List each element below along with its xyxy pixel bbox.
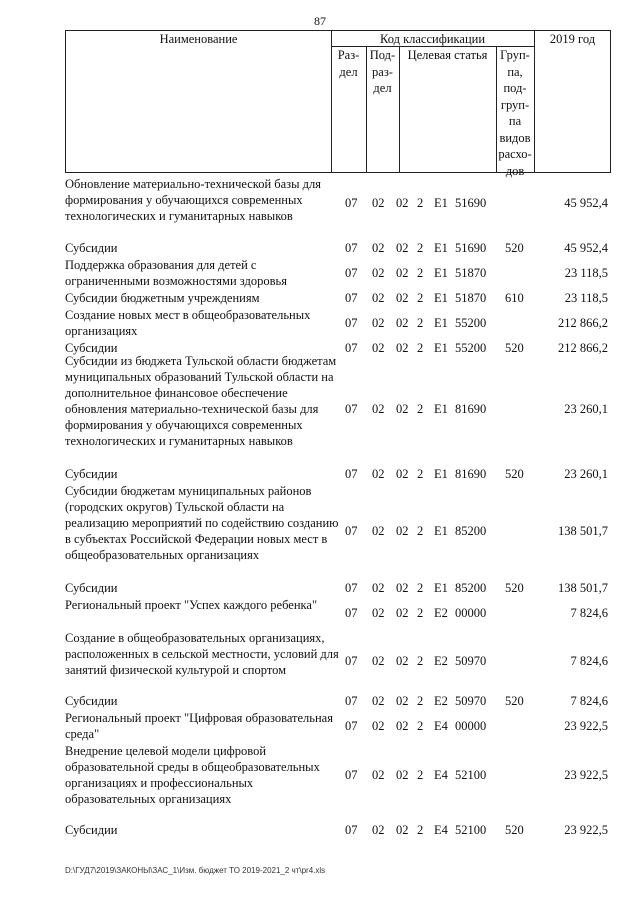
row-code-pr: 02 xyxy=(372,694,385,708)
table-row xyxy=(0,290,640,306)
row-code-c: E1 xyxy=(434,581,448,595)
row-code-c: E2 xyxy=(434,654,448,668)
row-amount: 45 952,4 xyxy=(564,241,608,255)
row-code-a: 02 xyxy=(396,823,409,837)
row-name: Создание новых мест в общеобразовательных организациях xyxy=(65,308,311,338)
row-code-rz: 07 xyxy=(345,719,358,733)
row-amount: 23 260,1 xyxy=(564,467,608,481)
row-amount: 7 824,6 xyxy=(570,694,608,708)
row-code-b: 2 xyxy=(417,402,424,416)
table-row xyxy=(0,466,640,482)
row-code-d: 81690 xyxy=(455,467,487,481)
row-code-d: 55200 xyxy=(455,316,487,330)
row-code-rz: 07 xyxy=(345,654,358,668)
row-code-pr: 02 xyxy=(372,768,385,782)
row-code-b: 2 xyxy=(417,524,424,538)
row-code-rz: 07 xyxy=(345,581,358,595)
row-code-d: 81690 xyxy=(455,402,487,416)
row-amount: 23 922,5 xyxy=(564,823,608,837)
row-name: Внедрение целевой модели цифровой образовательной среды в общеобразовательных организациях и профессиональных образовательных организациях xyxy=(65,744,320,806)
row-amount: 138 501,7 xyxy=(558,524,608,538)
row-code-a: 02 xyxy=(396,341,409,355)
row-code-c: E1 xyxy=(434,467,448,481)
row-code-b: 2 xyxy=(417,581,424,595)
row-code-b: 2 xyxy=(417,196,424,210)
row-name: Субсидии бюджетам муниципальных районов (городских округов) Тульской области на реализацию мероприятий по содействию созданию в субъектах Российской Федерации новых мест в общеобразовательных организациях xyxy=(65,484,339,562)
row-name: Региональный проект "Успех каждого ребенка" xyxy=(65,598,318,612)
row-name: Субсидии xyxy=(65,694,118,708)
row-code-d: 00000 xyxy=(455,719,487,733)
row-name: Субсидии бюджетным учреждениям xyxy=(65,291,260,305)
row-code-rz: 07 xyxy=(345,241,358,255)
row-code-rz: 07 xyxy=(345,291,358,305)
table-row xyxy=(0,353,640,465)
row-name: Субсидии xyxy=(65,581,118,595)
header-classification: Код классификации xyxy=(379,32,486,46)
row-code-b: 2 xyxy=(417,467,424,481)
row-code-pr: 02 xyxy=(372,402,385,416)
row-amount: 138 501,7 xyxy=(558,581,608,595)
row-code-a: 02 xyxy=(396,266,409,280)
page-number: 87 xyxy=(314,14,326,28)
row-amount: 45 952,4 xyxy=(564,196,608,210)
row-code-a: 02 xyxy=(396,316,409,330)
row-code-pr: 02 xyxy=(372,581,385,595)
table-row xyxy=(0,176,640,230)
row-code-a: 02 xyxy=(396,402,409,416)
row-code-rz: 07 xyxy=(345,606,358,620)
header-year: 2019 год xyxy=(549,32,596,46)
table-row xyxy=(0,693,640,709)
row-code-rz: 07 xyxy=(345,196,358,210)
row-amount: 7 824,6 xyxy=(570,654,608,668)
row-code-a: 02 xyxy=(396,467,409,481)
row-code-pr: 02 xyxy=(372,341,385,355)
header-name: Наименование xyxy=(159,32,238,46)
row-code-a: 02 xyxy=(396,196,409,210)
row-code-b: 2 xyxy=(417,606,424,620)
row-code-b: 2 xyxy=(417,768,424,782)
row-amount: 23 922,5 xyxy=(564,768,608,782)
row-code-pr: 02 xyxy=(372,654,385,668)
row-code-rz: 07 xyxy=(345,694,358,708)
row-code-a: 02 xyxy=(396,768,409,782)
row-code-d: 51690 xyxy=(455,241,487,255)
row-code-b: 2 xyxy=(417,719,424,733)
header-expense-group: Груп- па, под- груп- па видов расхо- дов xyxy=(498,48,532,178)
row-code-vr: 520 xyxy=(505,341,524,355)
row-code-a: 02 xyxy=(396,241,409,255)
row-code-vr: 520 xyxy=(505,694,524,708)
row-code-rz: 07 xyxy=(345,823,358,837)
row-code-vr: 520 xyxy=(505,241,524,255)
row-code-a: 02 xyxy=(396,654,409,668)
row-code-c: E4 xyxy=(434,768,448,782)
row-code-a: 02 xyxy=(396,524,409,538)
table-row xyxy=(0,597,640,629)
row-name: Субсидии xyxy=(65,241,118,255)
row-code-pr: 02 xyxy=(372,291,385,305)
row-code-rz: 07 xyxy=(345,341,358,355)
table-row xyxy=(0,822,640,838)
header-section: Раз- дел xyxy=(337,48,360,79)
row-amount: 212 866,2 xyxy=(558,341,608,355)
row-code-d: 50970 xyxy=(455,654,487,668)
row-code-a: 02 xyxy=(396,694,409,708)
row-amount: 212 866,2 xyxy=(558,316,608,330)
row-code-rz: 07 xyxy=(345,402,358,416)
row-code-c: E1 xyxy=(434,241,448,255)
row-code-a: 02 xyxy=(396,291,409,305)
row-code-d: 50970 xyxy=(455,694,487,708)
row-code-d: 51870 xyxy=(455,291,487,305)
row-code-a: 02 xyxy=(396,581,409,595)
row-amount: 23 118,5 xyxy=(564,291,608,305)
row-name: Обновление материально-технической базы для формирования у обучающихся современных технологических и гуманитарных навыков xyxy=(65,177,321,223)
row-code-b: 2 xyxy=(417,341,424,355)
row-code-pr: 02 xyxy=(372,524,385,538)
row-code-c: E2 xyxy=(434,694,448,708)
row-code-vr: 520 xyxy=(505,467,524,481)
row-code-d: 51870 xyxy=(455,266,487,280)
row-name: Субсидии из бюджета Тульской области бюджетам муниципальных образований Тульской области на дополнительное финансовое обеспечение обновления материально-технической базы для формирования у обучающихся современных технологических и гуманитарных навыков xyxy=(65,354,337,448)
row-code-c: E1 xyxy=(434,291,448,305)
table-row xyxy=(0,240,640,256)
row-code-b: 2 xyxy=(417,316,424,330)
row-code-d: 00000 xyxy=(455,606,487,620)
row-code-rz: 07 xyxy=(345,266,358,280)
row-code-rz: 07 xyxy=(345,467,358,481)
row-code-a: 02 xyxy=(396,719,409,733)
row-code-pr: 02 xyxy=(372,467,385,481)
table-row xyxy=(0,630,640,692)
row-code-b: 2 xyxy=(417,291,424,305)
row-name: Субсидии xyxy=(65,823,118,837)
row-code-rz: 07 xyxy=(345,768,358,782)
row-code-a: 02 xyxy=(396,606,409,620)
row-code-d: 85200 xyxy=(455,524,487,538)
row-name: Субсидии xyxy=(65,341,118,355)
row-code-pr: 02 xyxy=(372,606,385,620)
header-subsection: Под- раз- дел xyxy=(369,48,396,95)
row-code-pr: 02 xyxy=(372,719,385,733)
row-name: Поддержка образования для детей с ограниченными возможностями здоровья xyxy=(65,258,287,288)
row-code-b: 2 xyxy=(417,266,424,280)
table-header xyxy=(65,30,611,178)
row-name: Создание в общеобразовательных организациях, расположенных в сельской местности, условий для занятий физической культурой и спортом xyxy=(65,631,339,677)
row-code-d: 52100 xyxy=(455,823,487,837)
row-code-pr: 02 xyxy=(372,196,385,210)
row-code-d: 55200 xyxy=(455,341,487,355)
row-code-c: E1 xyxy=(434,341,448,355)
row-code-b: 2 xyxy=(417,694,424,708)
row-code-vr: 520 xyxy=(505,823,524,837)
row-code-d: 51690 xyxy=(455,196,487,210)
row-code-b: 2 xyxy=(417,654,424,668)
row-code-pr: 02 xyxy=(372,266,385,280)
row-amount: 7 824,6 xyxy=(570,606,608,620)
row-code-pr: 02 xyxy=(372,316,385,330)
row-code-c: E1 xyxy=(434,196,448,210)
row-code-c: E1 xyxy=(434,524,448,538)
row-code-b: 2 xyxy=(417,241,424,255)
row-code-c: E4 xyxy=(434,823,448,837)
row-code-c: E1 xyxy=(434,402,448,416)
row-code-vr: 610 xyxy=(505,291,524,305)
row-code-pr: 02 xyxy=(372,241,385,255)
row-name: Субсидии xyxy=(65,467,118,481)
row-code-b: 2 xyxy=(417,823,424,837)
row-code-c: E1 xyxy=(434,266,448,280)
row-code-rz: 07 xyxy=(345,316,358,330)
table-row xyxy=(0,307,640,339)
row-code-c: E1 xyxy=(434,316,448,330)
table-row xyxy=(0,580,640,596)
row-code-d: 85200 xyxy=(455,581,487,595)
row-code-rz: 07 xyxy=(345,524,358,538)
row-amount: 23 118,5 xyxy=(564,266,608,280)
row-name: Региональный проект "Цифровая образовательная среда" xyxy=(65,711,333,741)
header-target-article: Целевая статья xyxy=(407,48,488,62)
row-amount: 23 922,5 xyxy=(564,719,608,733)
row-code-pr: 02 xyxy=(372,823,385,837)
row-amount: 23 260,1 xyxy=(564,402,608,416)
row-code-vr: 520 xyxy=(505,581,524,595)
table-row xyxy=(0,710,640,742)
row-code-c: E2 xyxy=(434,606,448,620)
table-row xyxy=(0,483,640,579)
file-path-footer: D:\ГУД7\2019\ЗАКОНЫ\ЗАС_1\Изм. бюджет ТО 2019-2021_2 чт\pr4.xls xyxy=(65,866,326,875)
table-row xyxy=(0,743,640,807)
table-row xyxy=(0,257,640,289)
row-code-d: 52100 xyxy=(455,768,487,782)
row-code-c: E4 xyxy=(434,719,448,733)
